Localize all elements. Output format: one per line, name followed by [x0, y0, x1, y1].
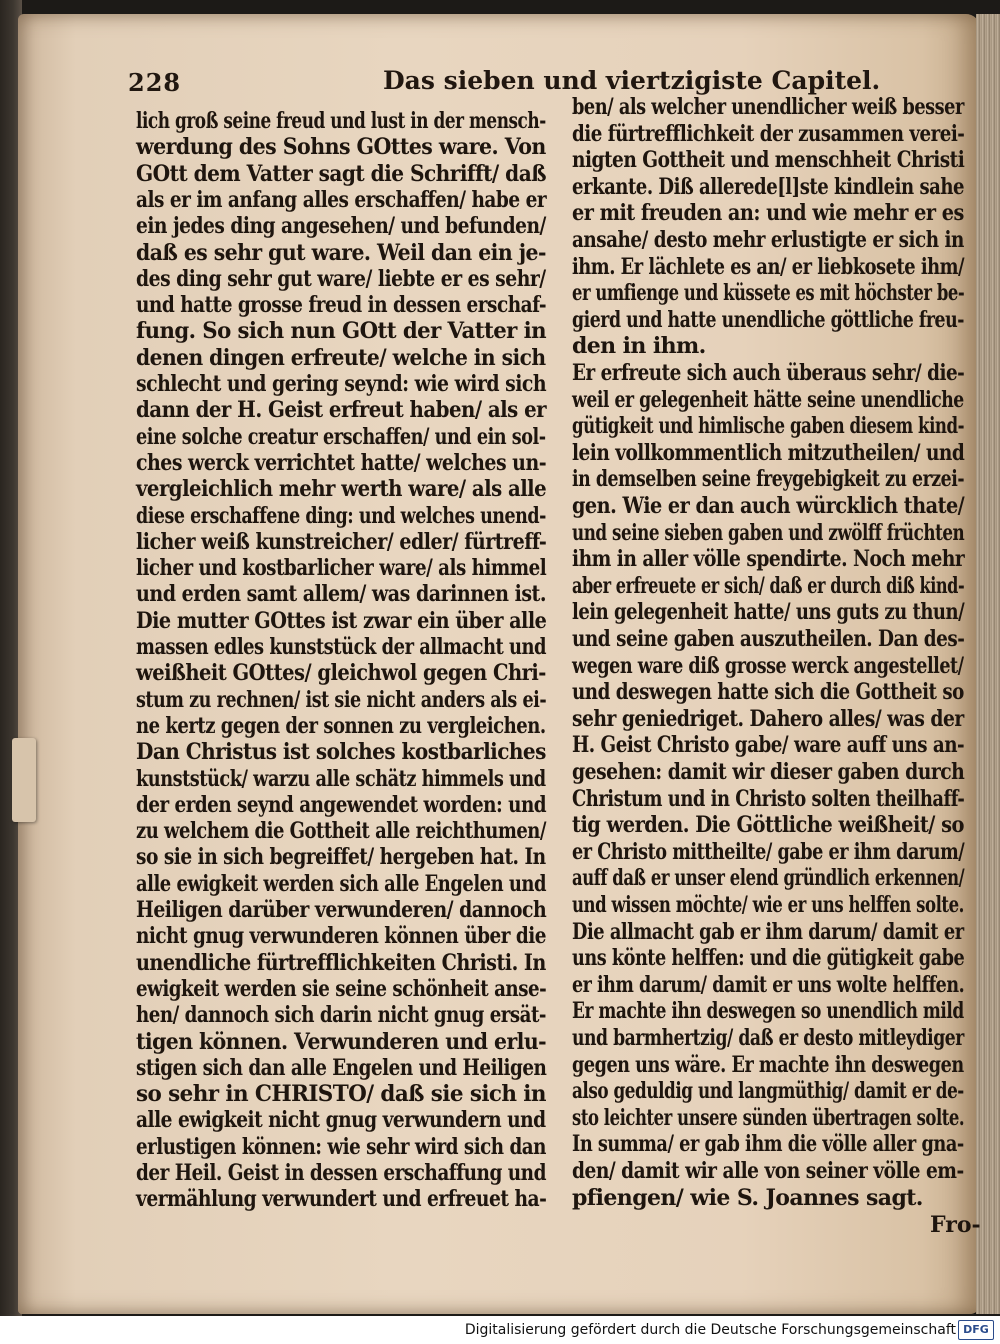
text-line: Heiligen darüber verwunderen/ dannoch	[136, 897, 547, 923]
text-line: ben/ als welcher unendlicher weiß besser	[572, 94, 964, 120]
text-line: Die mutter GOttes ist zwar ein über alle	[136, 607, 547, 634]
text-line: eine solche creatur erschaffen/ und ein sol-	[136, 423, 546, 450]
text-line: er Christo mittheilte/ gabe er ihm darum/	[572, 838, 965, 865]
text-line: Dan Christus ist solches kostbarliches	[136, 739, 546, 766]
text-line: ne kertz gegen der sonnen zu vergleichen.	[136, 712, 546, 739]
text-line: denen dingen erfreute/ welche in sich	[136, 344, 546, 371]
text-line: licher und kostbarlicher ware/ als himmel	[136, 555, 547, 582]
text-line: stigen sich dan alle Engelen und Heiligen	[136, 1054, 547, 1081]
text-line: der Heil. Geist in dessen erschaffung und	[136, 1160, 546, 1186]
text-line: und deswegen hatte sich die Gottheit so	[572, 679, 964, 706]
text-line: gütigkeit und himlische gaben diesem kind-	[572, 413, 965, 440]
text-line: ches werck verrichtet hatte/ welches un-	[136, 449, 547, 476]
text-line: pfiengen/ wie S. Joannes sagt.	[572, 1184, 923, 1211]
text-line: aber erfreuete er sich/ daß er durch diß kind-	[572, 572, 965, 599]
text-line: massen edles kunststück der allmacht und	[136, 634, 547, 660]
text-line: tigen können. Verwunderen und erlu-	[136, 1028, 547, 1055]
text-line: so sie in sich begreiffet/ hergeben hat. In	[136, 844, 546, 871]
text-line: gen. Wie er dan auch würcklich thate/	[572, 493, 965, 519]
text-line: und erden samt allem/ was darinnen ist.	[136, 581, 546, 608]
text-line: stum zu rechnen/ ist sie nicht anders als ei-	[136, 686, 547, 713]
text-line: kunststück/ warzu alle schätz himmels und	[136, 765, 546, 792]
text-line: nicht gnug verwunderen können über die	[136, 923, 547, 950]
text-line: und seine sieben gaben und zwölff früchten	[572, 519, 965, 546]
text-line: wegen ware diß grosse werck angestellet/	[572, 652, 964, 679]
text-line: in demselben seine freygebigkeit zu erzei-	[572, 466, 965, 493]
text-line: und seine gaben auszutheilen. Dan des-	[572, 626, 965, 652]
text-line: nigten Gottheit und menschheit Christi	[572, 147, 965, 174]
text-line: erkante. Diß allerede[l]ste kindlein sahe	[572, 173, 965, 200]
text-line: den in ihm.	[572, 333, 706, 360]
text-line: tig werden. Die Göttliche weißheit/ so	[572, 812, 964, 839]
text-line: alle ewigkeit nicht gnug verwundern und	[136, 1107, 546, 1134]
text-line: diese erschaffene ding: und welches unend-	[136, 502, 546, 529]
catchword: Fro-	[930, 1212, 981, 1238]
text-line: vergleichlich mehr werth ware/ als alle	[136, 476, 547, 503]
text-line: ein jedes ding angesehen/ und befunden/	[136, 213, 546, 240]
text-line: H. Geist Christo gabe/ ware auff uns an-	[572, 732, 965, 759]
text-line: und wissen möchte/ wie er uns helffen solte.	[572, 892, 964, 918]
text-line: er mit freuden an: und wie mehr er es	[572, 200, 964, 227]
text-line: gesehen: damit wir dieser gaben durch	[572, 759, 965, 785]
text-line: er umfienge und küssete es mit höchster be-	[572, 280, 965, 307]
text-line: auff daß er unser elend gründlich erkennen/	[572, 865, 965, 892]
text-line: weil er gelegenheit hätte seine unendliche	[572, 386, 964, 413]
text-line: unendliche fürtrefflichkeiten Christi. In	[136, 949, 546, 976]
text-line: die fürtrefflichkeit der zusammen verei-	[572, 120, 965, 147]
text-line: gegen uns wäre. Er machte ihn deswegen	[572, 1051, 964, 1078]
text-line: fung. So sich nun GOtt der Vatter in	[136, 318, 547, 345]
text-line: den/ damit wir alle von seiner völle em-	[572, 1158, 964, 1184]
running-head: Das sieben und viertzigiste Capitel.	[383, 66, 881, 95]
text-line: ihm. Er lächlete es an/ er liebkosete ihm/	[572, 253, 965, 280]
text-line: sto leichter unsere sünden übertragen solte.	[572, 1104, 965, 1131]
dfg-logo: DFG	[958, 1320, 994, 1340]
text-line: Er machte ihn deswegen so unendlich mild	[572, 998, 964, 1025]
text-line: vermählung verwundert und erfreuet ha-	[136, 1186, 547, 1213]
text-line: ansahe/ desto mehr erlustigte er sich in	[572, 227, 964, 253]
page-tab-marker	[12, 738, 36, 822]
digitization-footer	[0, 1316, 1000, 1344]
text-line: dann der H. Geist erfreut haben/ als er	[136, 397, 546, 424]
text-line: also geduldig und langmüthig/ damit er de-	[572, 1078, 964, 1105]
text-line: daß es sehr gut ware. Weil dan ein je-	[136, 239, 546, 266]
footer-credit: Digitalisierung gefördert durch die Deutsche Forschungsgemeinschaft	[464, 1322, 956, 1338]
text-line: GOtt dem Vatter sagt die Schrifft/ daß	[136, 160, 546, 187]
text-line: so sehr in CHRISTO/ daß sie sich in	[136, 1081, 546, 1108]
text-line: erlustigen können: wie sehr wird sich dan	[136, 1133, 546, 1160]
text-line: sehr geniedriget. Dahero alles/ was der	[572, 705, 964, 732]
text-line: des ding sehr gut ware/ liebte er es sehr/	[136, 265, 546, 292]
text-line: weißheit GOttes/ gleichwol gegen Chri-	[136, 660, 546, 687]
text-line: alle ewigkeit werden sich alle Engelen und	[136, 870, 547, 897]
text-line: lein vollkommentlich mitzutheilen/ und	[572, 439, 965, 466]
text-line: Christum und in Christo solten theilhaff-	[572, 785, 965, 812]
text-line: gierd und hatte unendliche göttliche freu-	[572, 306, 964, 333]
text-line: Er erfreute sich auch überaus sehr/ die-	[572, 360, 965, 386]
text-line: und hatte grosse freud in dessen erschaf-	[136, 292, 547, 319]
text-line: als er im anfang alles erschaffen/ habe er	[136, 186, 547, 213]
text-line: zu welchem die Gottheit alle reichthumen/	[136, 818, 546, 845]
text-line: ihm in aller völle spendirte. Noch mehr	[572, 546, 965, 573]
page-fore-edge	[976, 14, 1000, 1314]
page-number: 228	[128, 68, 182, 97]
text-line: lein gelegenheit hatte/ uns guts zu thun/	[572, 599, 965, 626]
text-line: uns könte helffen: und die gütigkeit gabe	[572, 945, 965, 972]
text-line: und barmhertzig/ daß er desto mitleydiger	[572, 1025, 964, 1051]
text-line: hen/ dannoch sich darin nicht gnug ersät-	[136, 1002, 546, 1029]
text-line: schlecht und gering seynd: wie wird sich	[136, 371, 547, 397]
text-line: In summa/ er gab ihm die völle aller gna-	[572, 1131, 964, 1158]
text-line: licher weiß kunstreicher/ edler/ fürtreff-	[136, 528, 547, 555]
text-line: der erden seynd angewendet worden: und	[136, 791, 547, 818]
text-line: ewigkeit werden sie seine schönheit anse-	[136, 975, 547, 1002]
text-line: er ihm darum/ damit er uns wolte helffen.	[572, 971, 965, 998]
text-line: lich groß seine freud und lust in der mensch-	[136, 108, 546, 134]
text-line: werdung des Sohns GOttes ware. Von	[136, 134, 546, 161]
text-line: Die allmacht gab er ihm darum/ damit er	[572, 918, 964, 945]
